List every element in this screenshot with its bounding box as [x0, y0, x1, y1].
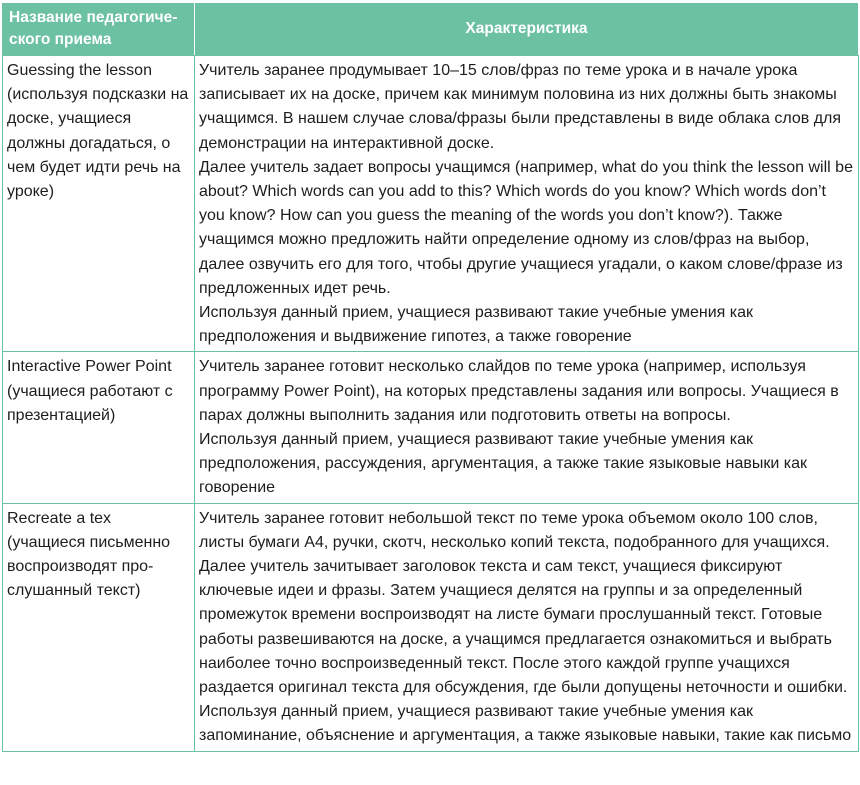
table-row	[3, 56, 859, 352]
characteristic-paragraph: Далее учитель задает вопросы учащимся (например, what do you think the lesson will be about? Which words can you add to this? Which words do you know? Which words don’t you know? How can you guess the meaning of the words you don’t know?). Также учащимся можно предложить найти определение одному из слов/фраз на выбор, далее озвучить его для того, чтобы другие учащиеся угадали, о каком слове/фразе из предложенных идет речь.	[199, 158, 853, 297]
table-row	[3, 503, 859, 751]
column-header-characteristic: Характеристика	[195, 3, 859, 56]
technique-name-cell: Interactive Power Point (учащиеся работают с презентацией)	[3, 352, 195, 503]
characteristic-paragraph: Используя данный прием, учащиеся развивают такие учебные умения как запоминание, объяснение и аргументация, а также языковые навыки, такие как письмо	[199, 703, 852, 745]
characteristic-paragraph: Учитель заранее продумывает 10–15 слов/фраз по теме урока и в начале урока записывает их на доске, причем как минимум половина из них должны быть знакомы учащимся. В нашем случае слова/фразы были представлены в виде облака слов для демонстрации на интерактивной доске.	[199, 62, 842, 152]
table-row	[3, 352, 859, 503]
technique-name-cell: Recreate a tex (учащиеся письменно воспроизводят про-слушанный текст)	[3, 503, 195, 751]
techniques-table	[2, 2, 859, 752]
characteristic-cell	[195, 503, 859, 751]
characteristic-paragraph: Учитель заранее готовит несколько слайдов по теме урока (например, используя программу Power Point), на которых представлены задания или вопросы. Учащиеся в парах должны выполнить задания или подготовить ответы на вопросы.	[199, 358, 839, 424]
characteristic-cell	[195, 56, 859, 352]
characteristic-paragraph: Учитель заранее готовит небольшой текст по теме урока объемом около 100 слов, листы бумаги А4, ручки, скотч, несколько копий текста, подобранного для учащихся. Далее учитель зачитывает заголовок текста и сам текст, учащиеся фиксируют ключевые идеи и фразы. Затем учащиеся делятся на группы и за определенный промежуток времени воспроизводят на листе бумаги прослушанный текст. Готовые работы развешиваются на доске, а учащимся предлагается ознакомиться и выбрать наиболее точно воспроизведенный текст. После этого каждой группе учащихся раздается оригинал текста для обсуждения, где были допущены неточности и ошибки.	[199, 509, 848, 697]
characteristic-paragraph: Используя данный прием, учащиеся развивают такие учебные умения как предположения и выдвижение гипотез, а также говорение	[199, 304, 753, 346]
characteristic-paragraph: Используя данный прием, учащиеся развивают такие учебные умения как предположения, рассуждения, аргументация, а также такие языковые навыки как говорение	[199, 431, 808, 497]
table-header-row	[3, 3, 859, 56]
technique-name-cell: Guessing the lesson (используя подсказки на доске, учащиеся должны догадаться, о чем будет идти речь на уроке)	[3, 56, 195, 352]
column-header-technique: Название педагогиче- ского приема	[3, 3, 195, 56]
characteristic-cell	[195, 352, 859, 503]
